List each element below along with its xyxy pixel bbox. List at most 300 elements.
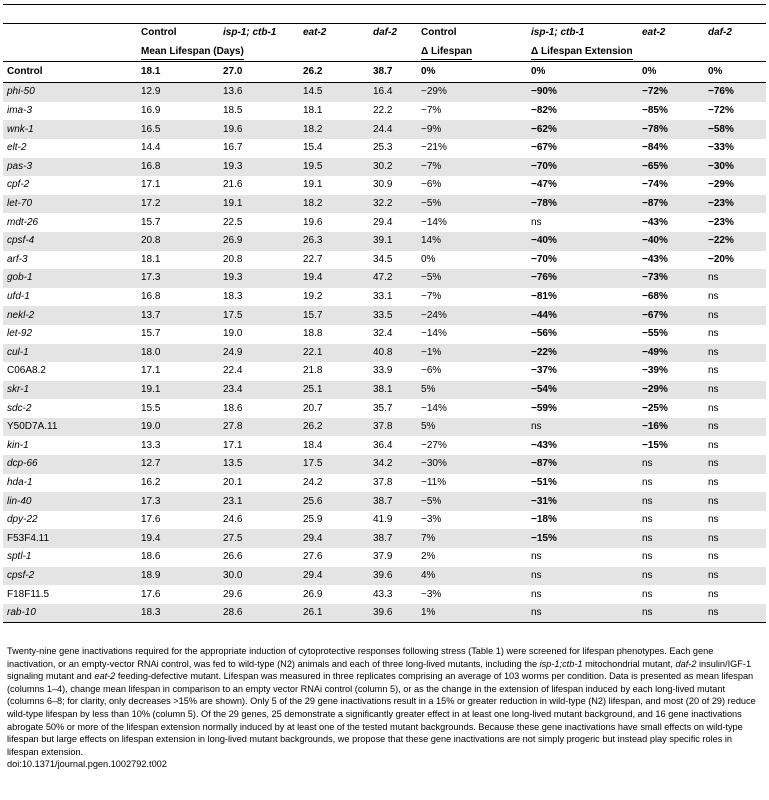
value-cell: 17.6: [141, 588, 161, 600]
table-row: [3, 399, 766, 418]
gene-name: mdt-26: [7, 216, 39, 228]
value-cell: −43%: [642, 253, 668, 265]
value-cell: −70%: [527, 158, 638, 177]
value-cell: 2%: [421, 551, 436, 563]
table-row: [3, 474, 766, 493]
value-cell: −51%: [531, 476, 557, 488]
control-cell: 18.1: [137, 62, 219, 83]
value-cell: 15.7: [299, 306, 369, 325]
value-cell: −14%: [421, 328, 447, 340]
value-cell: 18.1: [141, 253, 161, 265]
value-cell: ns: [531, 551, 542, 563]
gene-name: wnk-1: [3, 120, 137, 139]
value-cell: ns: [708, 514, 719, 526]
value-cell: 17.2: [137, 195, 219, 214]
gene-name: Y50D7A.11: [3, 418, 137, 437]
value-cell: 4%: [417, 567, 527, 586]
value-cell: 18.3: [137, 604, 219, 623]
value-cell: ns: [638, 604, 704, 623]
gene-name: kin-1: [7, 439, 29, 451]
value-cell: 17.1: [141, 365, 161, 377]
value-cell: −55%: [642, 328, 668, 340]
value-cell: 24.2: [303, 476, 323, 488]
value-cell: −15%: [527, 529, 638, 548]
control-cell: 27.0: [219, 62, 299, 83]
value-cell: −65%: [638, 158, 704, 177]
table-row: [3, 436, 766, 455]
value-cell: 18.8: [303, 328, 323, 340]
value-cell: 18.2: [299, 120, 369, 139]
gene-name: elt-2: [7, 142, 27, 154]
value-cell: 19.5: [299, 158, 369, 177]
value-cell: 22.1: [299, 344, 369, 363]
control-cell: 0%: [638, 62, 704, 83]
value-cell: −73%: [638, 269, 704, 288]
table-row: [3, 83, 766, 102]
value-cell: 26.6: [223, 551, 243, 563]
value-cell: 19.6: [303, 216, 323, 228]
value-cell: ns: [704, 455, 766, 474]
value-cell: ns: [527, 604, 638, 623]
value-cell: 22.5: [223, 216, 243, 228]
table-row: [3, 362, 766, 381]
value-cell: −5%: [417, 195, 527, 214]
value-cell: 16.8: [141, 291, 161, 303]
control-cell: 0%: [704, 62, 766, 83]
gene-name: cpsf-4: [3, 232, 137, 251]
value-cell: ns: [527, 418, 638, 437]
value-cell: ns: [708, 365, 719, 377]
value-cell: ns: [642, 476, 653, 488]
value-cell: ns: [638, 492, 704, 511]
value-cell: 18.4: [303, 439, 323, 451]
value-cell: 27.5: [219, 529, 299, 548]
value-cell: 40.8: [369, 344, 417, 363]
value-cell: 18.3: [223, 291, 243, 303]
value-cell: −31%: [527, 492, 638, 511]
value-cell: 13.5: [219, 455, 299, 474]
value-cell: −87%: [527, 455, 638, 474]
value-cell: −84%: [642, 142, 668, 154]
value-cell: 32.2: [369, 195, 417, 214]
table-row: [3, 306, 766, 325]
value-cell: 12.7: [137, 455, 219, 474]
value-cell: ns: [708, 328, 719, 340]
value-cell: −22%: [527, 344, 638, 363]
value-cell: −6%: [421, 365, 442, 377]
header-control: Control: [137, 24, 219, 43]
value-cell: 24.6: [223, 514, 243, 526]
table-row: [3, 418, 766, 437]
value-cell: 33.1: [373, 291, 393, 303]
value-cell: 26.2: [299, 418, 369, 437]
value-cell: 41.9: [373, 514, 393, 526]
group-mean-lifespan: [137, 43, 417, 62]
value-cell: 19.3: [219, 158, 299, 177]
value-cell: −78%: [638, 120, 704, 139]
value-cell: 16.8: [137, 158, 219, 177]
table-top-spacer: [3, 5, 766, 24]
value-cell: 25.1: [299, 381, 369, 400]
value-cell: 19.4: [299, 269, 369, 288]
value-cell: −44%: [527, 306, 638, 325]
value-cell: 19.1: [137, 381, 219, 400]
value-cell: 13.6: [219, 83, 299, 102]
gene-name: F18F11.5: [7, 588, 50, 600]
value-cell: 5%: [417, 381, 527, 400]
value-cell: 26.9: [219, 232, 299, 251]
gene-name: arf-3: [7, 253, 28, 265]
table-row: [3, 455, 766, 474]
group-delta-label: Δ Lifespan: [421, 46, 472, 60]
table-caption: [7, 645, 764, 771]
value-cell: −43%: [531, 439, 557, 451]
doi-link[interactable]: doi:10.1371/journal.pgen.1002792.t002: [7, 759, 167, 770]
value-cell: 18.5: [223, 105, 243, 117]
value-cell: −16%: [638, 418, 704, 437]
table-row: [3, 511, 766, 530]
value-cell: −9%: [417, 120, 527, 139]
caption-text: Twenty-nine gene inactivations required for the appropriate induction of cytoprotective responses following stress (Table 1) were screened for lifespan phenotypes. Each gene inactivation, or an empty-vector RNAi control, was fed to wild-type (N2) animals and each of three long-lived mutants, including the isp-1;ctb-1 mitochondrial mutant, daf-2 insulin/IGF-1 signaling mutant and eat-2 feeding-defective mutant. Lifespan was measured in three replicates comprising an average of 103 worms per condition. Data is presented as mean lifespan (columns 1–4), change mean lifespan in comparison to an empty vector RNAi control (column 5), or as the change in the extension of lifespan induced by each long-lived mutant (columns 6–8; for clarity, only decreases >15% are shown). Only 5 of the 29 gene inactivations result in a 15% or greater reduction in wild-type (N2) lifespan, and most (20 of 29) reduce wild-type lifespan by less than 10% (column 5). Of the 29 genes, 25 demonstrate a significantly greater effect in at least one long-lived mutant background, and 16 gene inactivations abrogate 50% or more of the lifespan extension normally induced by at least one of the tested mutant backgrounds. Because these gene inactivations have small effects on wild-type lifespan but large effects on lifespan extension in long-lived mutant backgrounds, we propose that these gene inactivations are not simply progeric but instead play specific roles in lifespan extension.: [7, 646, 756, 757]
lifespan-table: [3, 4, 766, 623]
value-cell: −30%: [417, 455, 527, 474]
value-cell: 14%: [417, 232, 527, 251]
value-cell: ns: [704, 567, 766, 586]
value-cell: −29%: [708, 179, 734, 191]
table-row: [3, 251, 766, 270]
value-cell: −37%: [531, 365, 557, 377]
value-cell: ns: [704, 269, 766, 288]
value-cell: −23%: [708, 216, 734, 228]
value-cell: ns: [704, 306, 766, 325]
header-delta-isp1-ctb1: isp-1; ctb-1: [527, 24, 638, 43]
value-cell: −11%: [421, 476, 447, 488]
value-cell: ns: [708, 588, 719, 600]
control-cell: 0%: [527, 62, 638, 83]
table-row: [3, 548, 766, 567]
value-cell: ns: [704, 529, 766, 548]
table-row: [3, 381, 766, 400]
value-cell: 33.5: [369, 306, 417, 325]
value-cell: 17.3: [137, 492, 219, 511]
gene-name: F53F4.11: [3, 529, 137, 548]
value-cell: 20.1: [223, 476, 243, 488]
value-cell: 18.6: [141, 551, 161, 563]
value-cell: 20.7: [303, 402, 323, 414]
value-cell: 14.4: [141, 142, 161, 154]
value-cell: −33%: [708, 142, 734, 154]
gene-name: let-92: [7, 328, 33, 340]
value-cell: −82%: [531, 105, 557, 117]
table-row: [3, 102, 766, 121]
value-cell: 16.2: [141, 476, 161, 488]
value-cell: −24%: [417, 306, 527, 325]
header-delta-daf2: daf-2: [704, 24, 766, 43]
value-cell: −25%: [642, 402, 668, 414]
value-cell: 38.1: [369, 381, 417, 400]
value-cell: 15.4: [303, 142, 323, 154]
table-row: [3, 232, 766, 251]
value-cell: −18%: [531, 514, 557, 526]
gene-name: ufd-1: [7, 291, 30, 303]
value-cell: −76%: [527, 269, 638, 288]
gene-name: rab-10: [3, 604, 137, 623]
value-cell: −14%: [421, 402, 447, 414]
value-cell: 24.9: [219, 344, 299, 363]
value-cell: 34.2: [369, 455, 417, 474]
table-row: [3, 269, 766, 288]
value-cell: 47.2: [369, 269, 417, 288]
value-cell: 0%: [421, 253, 436, 265]
value-cell: ns: [704, 344, 766, 363]
value-cell: −15%: [642, 439, 668, 451]
value-cell: −23%: [704, 195, 766, 214]
value-cell: −56%: [531, 328, 557, 340]
value-cell: 18.1: [303, 105, 323, 117]
value-cell: −70%: [531, 253, 557, 265]
value-cell: −68%: [642, 291, 668, 303]
table-row: [3, 176, 766, 195]
table-row: [3, 344, 766, 363]
value-cell: 19.6: [219, 120, 299, 139]
value-cell: 26.1: [299, 604, 369, 623]
gene-name: dpy-22: [7, 514, 38, 526]
value-cell: −5%: [417, 492, 527, 511]
value-cell: 21.6: [223, 179, 243, 191]
value-cell: −5%: [417, 269, 527, 288]
value-cell: 19.0: [223, 328, 243, 340]
value-cell: 29.4: [373, 216, 393, 228]
value-cell: −49%: [638, 344, 704, 363]
value-cell: 16.7: [223, 142, 243, 154]
value-cell: −81%: [531, 291, 557, 303]
gene-name: ima-3: [7, 105, 33, 117]
value-cell: ns: [642, 588, 653, 600]
value-cell: 43.3: [373, 588, 393, 600]
gene-name: sptl-1: [7, 551, 32, 563]
value-cell: ns: [642, 514, 653, 526]
value-cell: 32.4: [373, 328, 393, 340]
value-cell: −7%: [421, 291, 442, 303]
value-cell: ns: [638, 567, 704, 586]
value-cell: ns: [704, 418, 766, 437]
value-cell: −59%: [531, 402, 557, 414]
value-cell: ns: [708, 476, 719, 488]
value-cell: ns: [531, 588, 542, 600]
table-row: [3, 139, 766, 158]
value-cell: 26.3: [299, 232, 369, 251]
value-cell: −54%: [527, 381, 638, 400]
table-row: [3, 325, 766, 344]
value-cell: 34.5: [373, 253, 393, 265]
value-cell: −43%: [642, 216, 668, 228]
value-cell: 16.5: [137, 120, 219, 139]
value-cell: −87%: [638, 195, 704, 214]
value-cell: 20.8: [137, 232, 219, 251]
control-cell: 26.2: [299, 62, 369, 83]
value-cell: −72%: [638, 83, 704, 102]
value-cell: 15.5: [141, 402, 161, 414]
value-cell: 17.3: [137, 269, 219, 288]
value-cell: 37.9: [373, 551, 393, 563]
value-cell: −29%: [417, 83, 527, 102]
value-cell: 22.7: [303, 253, 323, 265]
header-isp1-ctb1: isp-1; ctb-1: [219, 24, 299, 43]
value-cell: ns: [642, 551, 653, 563]
value-cell: ns: [704, 604, 766, 623]
value-cell: ns: [708, 402, 719, 414]
gene-name: hda-1: [7, 476, 33, 488]
value-cell: 29.4: [299, 567, 369, 586]
value-cell: −67%: [531, 142, 557, 154]
value-cell: −40%: [527, 232, 638, 251]
value-cell: 18.2: [299, 195, 369, 214]
value-cell: ns: [708, 291, 719, 303]
header-delta-eat2: eat-2: [638, 24, 704, 43]
value-cell: 19.3: [219, 269, 299, 288]
value-cell: ns: [531, 216, 542, 228]
gene-name: cpf-2: [7, 179, 30, 191]
value-cell: 18.0: [137, 344, 219, 363]
table-row: [3, 585, 766, 604]
value-cell: 18.6: [223, 402, 243, 414]
value-cell: 17.1: [141, 179, 161, 191]
value-cell: 37.8: [373, 476, 393, 488]
group-delta-lifespan: [417, 43, 527, 62]
value-cell: 7%: [417, 529, 527, 548]
value-cell: 24.4: [369, 120, 417, 139]
table-row: [3, 120, 766, 139]
column-header-row: [3, 24, 766, 43]
value-cell: 1%: [417, 604, 527, 623]
value-cell: −90%: [527, 83, 638, 102]
value-cell: 23.1: [219, 492, 299, 511]
value-cell: 17.5: [219, 306, 299, 325]
gene-name: C06A8.2: [7, 365, 46, 377]
value-cell: 33.9: [373, 365, 393, 377]
value-cell: 18.9: [137, 567, 219, 586]
value-cell: −74%: [642, 179, 668, 191]
value-cell: −67%: [638, 306, 704, 325]
header-empty: [3, 24, 137, 43]
value-cell: 5%: [417, 418, 527, 437]
value-cell: ns: [638, 529, 704, 548]
table-row: [3, 529, 766, 548]
value-cell: 19.1: [219, 195, 299, 214]
value-cell: −3%: [421, 588, 442, 600]
value-cell: 29.4: [299, 529, 369, 548]
table-row: [3, 492, 766, 511]
gene-name: sdc-2: [7, 402, 32, 414]
group-mean-label: Mean Lifespan (Days): [141, 46, 244, 60]
value-cell: −29%: [638, 381, 704, 400]
header-daf2: daf-2: [369, 24, 417, 43]
value-cell: 19.0: [137, 418, 219, 437]
value-cell: −58%: [704, 120, 766, 139]
value-cell: 22.4: [223, 365, 243, 377]
value-cell: 16.4: [369, 83, 417, 102]
gene-name: cpsf-2: [3, 567, 137, 586]
gene-name: dcp-66: [3, 455, 137, 474]
value-cell: 19.1: [303, 179, 323, 191]
value-cell: ns: [638, 455, 704, 474]
value-cell: 39.1: [369, 232, 417, 251]
value-cell: −20%: [708, 253, 734, 265]
value-cell: ns: [704, 492, 766, 511]
table-row: [3, 288, 766, 307]
value-cell: 28.6: [219, 604, 299, 623]
value-cell: 37.8: [369, 418, 417, 437]
value-cell: −27%: [421, 439, 447, 451]
group-empty: [3, 43, 137, 62]
value-cell: −72%: [708, 105, 734, 117]
value-cell: 38.7: [369, 492, 417, 511]
value-cell: ns: [708, 439, 719, 451]
header-delta-control: Control: [417, 24, 527, 43]
value-cell: −62%: [527, 120, 638, 139]
value-cell: 12.9: [137, 83, 219, 102]
table-row: [3, 195, 766, 214]
value-cell: 13.3: [141, 439, 161, 451]
gene-name: cul-1: [3, 344, 137, 363]
value-cell: −3%: [421, 514, 442, 526]
control-row: [3, 62, 766, 83]
value-cell: −22%: [704, 232, 766, 251]
value-cell: 39.6: [369, 604, 417, 623]
value-cell: 30.9: [373, 179, 393, 191]
value-cell: −21%: [421, 142, 447, 154]
value-cell: 25.3: [373, 142, 393, 154]
gene-name: phi-50: [3, 83, 137, 102]
value-cell: −14%: [421, 216, 447, 228]
value-cell: 30.0: [219, 567, 299, 586]
value-cell: 25.6: [299, 492, 369, 511]
value-cell: ns: [527, 567, 638, 586]
value-cell: 16.9: [141, 105, 161, 117]
value-cell: 27.6: [303, 551, 323, 563]
value-cell: −39%: [642, 365, 668, 377]
gene-name: skr-1: [3, 381, 137, 400]
value-cell: −1%: [417, 344, 527, 363]
value-cell: 27.8: [219, 418, 299, 437]
value-cell: −76%: [704, 83, 766, 102]
value-cell: ns: [708, 551, 719, 563]
value-cell: −78%: [527, 195, 638, 214]
value-cell: −85%: [642, 105, 668, 117]
table-row: [3, 567, 766, 586]
value-cell: −47%: [531, 179, 557, 191]
value-cell: −40%: [638, 232, 704, 251]
value-cell: 17.6: [141, 514, 161, 526]
group-ext-label: Δ Lifespan Extension: [531, 46, 633, 60]
value-cell: −7%: [421, 105, 442, 117]
group-lifespan-extension: [527, 43, 766, 62]
gene-name: let-70: [3, 195, 137, 214]
value-cell: 35.7: [373, 402, 393, 414]
group-header-row: [3, 43, 766, 62]
value-cell: 14.5: [299, 83, 369, 102]
control-cell: 0%: [417, 62, 527, 83]
value-cell: 39.6: [369, 567, 417, 586]
gene-name: pas-3: [3, 158, 137, 177]
value-cell: 22.2: [373, 105, 393, 117]
value-cell: 38.7: [369, 529, 417, 548]
value-cell: 26.9: [303, 588, 323, 600]
value-cell: −30%: [704, 158, 766, 177]
value-cell: 17.1: [223, 439, 243, 451]
gene-name: nekl-2: [3, 306, 137, 325]
value-cell: 36.4: [373, 439, 393, 451]
